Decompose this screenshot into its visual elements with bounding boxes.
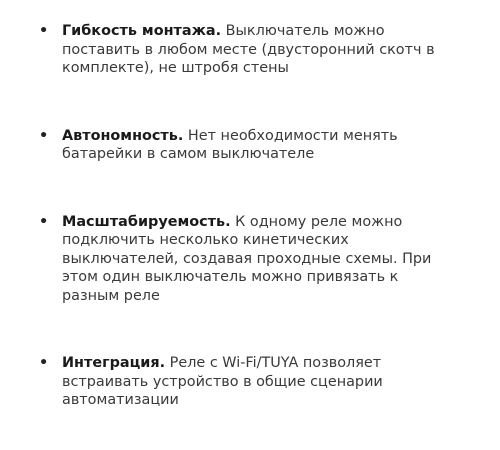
bullet-icon: • <box>39 355 49 371</box>
feature-list <box>39 22 449 410</box>
feature-title: Автономность. <box>62 127 184 144</box>
bullet-icon: • <box>39 23 49 39</box>
feature-item-integration <box>39 354 449 410</box>
feature-title: Гибкость монтажа. <box>62 23 222 39</box>
bullet-icon: • <box>39 127 49 144</box>
feature-title: Интеграция. <box>62 355 166 371</box>
feature-item-scalability <box>39 213 449 306</box>
feature-description: Выключатель можно поставить в любом месте (двусторонний скотч в комплекте), не штробя стены <box>62 23 435 76</box>
feature-description: Нет необходимости менять батарейки в самом выключателе <box>62 127 398 162</box>
feature-title: Масштабируемость. <box>62 213 231 230</box>
bullet-icon: • <box>39 213 49 230</box>
feature-item-mounting <box>39 22 449 78</box>
feature-item-autonomy <box>39 127 449 164</box>
feature-description: Реле с Wi-Fi/TUYA позволяет встраивать устройство в общие сценарии автоматизации <box>62 355 383 408</box>
feature-description: К одному реле можно подключить несколько кинетических выключателей, создавая проходные схемы. При этом один выключатель можно привязать к разным реле <box>62 213 432 304</box>
